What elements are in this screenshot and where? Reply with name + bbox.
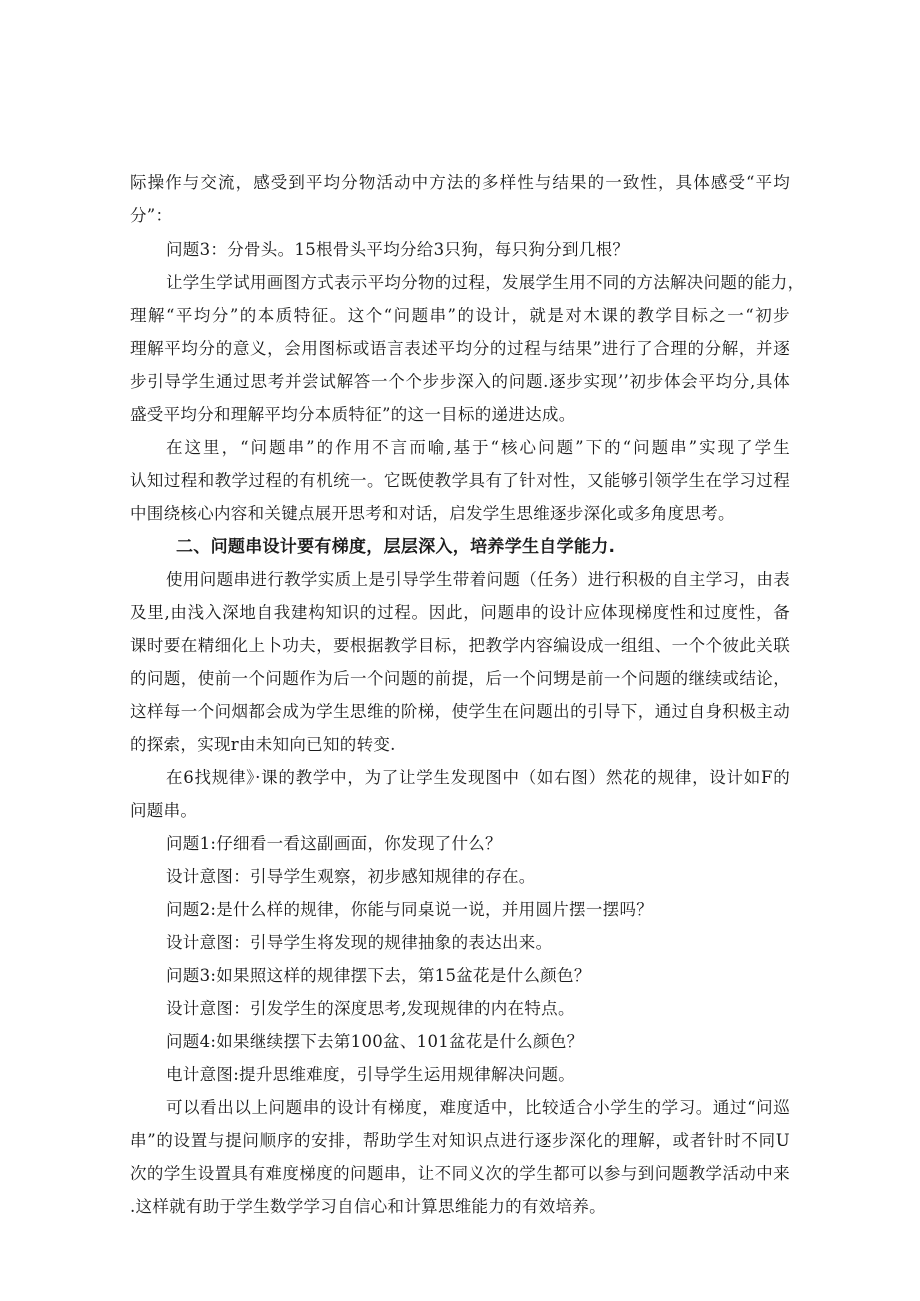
design-intent-2: 设计意图：引导学生将发现的规律抽象的表达出来。 [166, 933, 553, 952]
paragraph-line: 这样每一个问烟都会成为学生思维的阶梯，使学生在问题出的引导下，通过自身积极主动 [130, 702, 790, 721]
paragraph-line: 理解平均分的意义，会用图标或语言表述平均分的过程与结果”进行了合理的分解，并逐 [130, 339, 790, 358]
paragraph-line: 的问题，使前一个问题作为后一个问题的前提，后一个问甥是前一个问题的继续或结论， [130, 669, 790, 688]
paragraph-line: 使用问题串进行教学实质上是引导学生带着问题（任务）进行积极的自主学习，由表 [166, 570, 790, 589]
design-intent-1: 设计意图：引导学生观察，初步感知规律的存在。 [166, 867, 536, 886]
question-3: 问题3:如果照这样的规律摆下去，第15盆花是什么颜色？ [166, 966, 591, 985]
paragraph-line: 认知过程和教学过程的有机统一。它既使教学具有了针对性，又能够引领学生在学习过程 [130, 471, 790, 490]
paragraph-line: 盛受平均分和理解平均分本质特征”的这一目标的递进达成。 [130, 405, 576, 424]
paragraph-line: .这样就有助于学生数学学习自信心和计算思维能力的有效培养。 [130, 1197, 606, 1216]
question-2: 问题2:是什么样的规律，你能与同桌说一说，并用圆片摆一摆吗？ [166, 900, 654, 919]
paragraph-line: 让学生学试用画图方式表示平均分物的过程，发展学生用不同的方法解决问题的能力， [166, 273, 805, 292]
paragraph-line: 课时要在精细化上卜功夫，要根据教学目标，把教学内容编设成一组组、一个个彼此关联 [130, 636, 790, 655]
paragraph-line: 串”的设置与提问顺序的安排，帮助学生对知识点进行逐步深化的理解，或者针时不同U [130, 1131, 790, 1150]
question-4: 问题4:如果继续摆下去第100盆、101盆花是什么颜色？ [166, 1032, 584, 1051]
paragraph-line: 在这里，“问题串”的作用不言而喻,基于“核心问题”下的“问题串”实现了学生 [166, 438, 790, 457]
paragraph-line: 理解“平均分”的本质特征。这个“问题串”的设计，就是对木课的教学目标之一“初步 [130, 306, 790, 325]
paragraph-line: 问题串。 [130, 801, 198, 820]
design-intent-4: 电计意图:提升思维难度，引导学生运用规律解决问题。 [166, 1065, 576, 1084]
design-intent-3: 设计意图：引发学生的深度思考,发现规律的内在特点。 [166, 999, 575, 1018]
paragraph-line: 次的学生设置具有难度梯度的问题串，让不同义次的学生都可以参与到问题教学活动中来 [130, 1164, 790, 1183]
paragraph-line: 可以看出以上问题串的设计有梯度，难度适中，比较适合小学生的学习。通过“问巡 [166, 1098, 790, 1117]
question-1: 问题1:仔细看一看这副画面，你发现了什么？ [166, 834, 502, 853]
section-heading: 二、问题串设计要有梯度，层层深入，培养学生自学能力. [176, 537, 616, 557]
paragraph-line: 的探索，实现r由未知向已知的转变. [130, 735, 396, 754]
paragraph-line: 步引导学生通过思考并尝试解答一个个步步深入的问题.逐步实现’’初步体会平均分,具体 [130, 372, 790, 391]
paragraph-line: 在6找规律》·课的教学中，为了让学生发现图中（如右图）然花的规律，设计如F的 [166, 768, 790, 787]
paragraph-line: 分”： [130, 206, 173, 225]
paragraph-line: 及里,由浅入深地自我建构知识的过程。因此，问题串的设计应体现梯度性和过度性，备 [130, 603, 790, 622]
problem-3-line: 问题3：分骨头。15根骨头平均分给3只狗，每只狗分到几根？ [166, 240, 630, 259]
paragraph-line: 中围绕核心内容和关键点展开思考和对话，启发学生思维逐步深化或多角度思考。 [130, 504, 735, 523]
paragraph-line: 际操作与交流，感受到平均分物活动中方法的多样性与结果的一致性，具体感受“平均 [130, 173, 790, 192]
